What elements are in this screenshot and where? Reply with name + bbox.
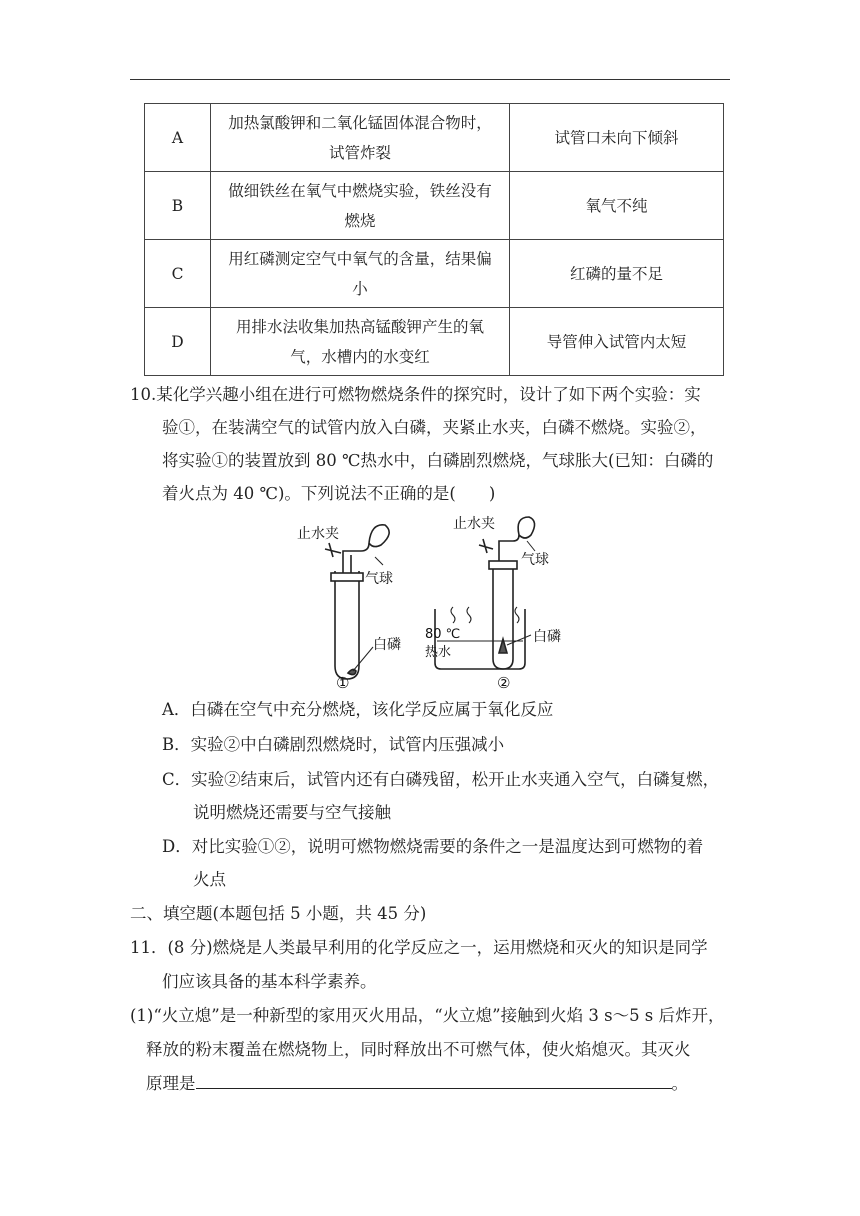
q11-sub1-answer-line (146, 1068, 688, 1100)
row-description (211, 308, 510, 376)
desc-line: 用排水法收集加热高锰酸钾产生的氧 (235, 317, 484, 336)
test-tube-1 (335, 571, 359, 679)
glass-tube-2 (499, 535, 519, 561)
row-description (211, 172, 510, 240)
q11-sub1-line: 释放的粉末覆盖在燃烧物上，同时释放出不可燃气体，使火焰熄灭。其灭火 (146, 1040, 691, 1059)
balloon-2 (518, 517, 534, 538)
section-heading: 二、填空题(本题包括 5 小题，共 45 分) (130, 904, 427, 923)
clip-label-2: 止水夹 (453, 516, 495, 532)
row-reason: 试管口未向下倾斜 (510, 104, 724, 172)
figure-label-1: ① (336, 674, 350, 692)
balloon-label-1: 气球 (365, 571, 393, 587)
q11-line: 们应该具备的基本科学素养。 (162, 972, 377, 991)
table-row (145, 308, 724, 376)
option-a: A．白磷在空气中充分燃烧，该化学反应属于氧化反应 (162, 700, 554, 719)
option-d-cont: 火点 (193, 870, 226, 889)
desc-line: 小 (352, 279, 368, 298)
desc-line: 燃烧 (344, 211, 376, 230)
row-reason: 红磷的量不足 (510, 240, 724, 308)
figure-label-2: ② (497, 674, 511, 692)
row-letter: D (145, 308, 211, 376)
stopper-1 (331, 573, 363, 581)
table-row (145, 172, 724, 240)
end-mark: 。 (671, 1074, 688, 1093)
row-description (211, 104, 510, 172)
balloon-1 (369, 525, 389, 547)
water-temp-label: 80 ℃ (425, 627, 461, 642)
row-letter: C (145, 240, 211, 308)
q11-sub1-prompt: 原理是 (146, 1074, 196, 1093)
table-row (145, 104, 724, 172)
desc-line: 用红磷测定空气中氧气的含量，结果偏 (228, 249, 492, 268)
row-reason: 氧气不纯 (510, 172, 724, 240)
desc-line: 试管炸裂 (328, 143, 391, 162)
balloon-leader-1 (375, 557, 383, 565)
steam-lines (451, 607, 519, 623)
row-letter: B (145, 172, 211, 240)
desc-line: 加热氯酸钾和二氧化锰固体混合物时， (228, 113, 492, 132)
option-c-cont: 说明燃烧还需要与空气接触 (193, 803, 391, 822)
glass-tube-1 (343, 543, 369, 573)
row-description (211, 240, 510, 308)
clip-2 (479, 539, 493, 553)
q10-line: 10.某化学兴趣小组在进行可燃物燃烧条件的探究时，设计了如下两个实验：实 (130, 385, 701, 404)
q10-line: 将实验①的装置放到 80 ℃热水中，白磷剧烈燃烧，气球胀大(已知：白磷的 (162, 451, 714, 470)
hot-water-label: 热水 (425, 645, 452, 660)
clip-1 (325, 543, 341, 557)
option-d: D．对比实验①②，说明可燃物燃烧需要的条件之一是温度达到可燃物的着 (162, 837, 704, 856)
header-rule (130, 79, 730, 80)
stopper-2 (489, 561, 517, 569)
phosphorus-label-1: 白磷 (373, 637, 401, 653)
q10-line: 验①，在装满空气的试管内放入白磷，夹紧止水夹，白磷不燃烧。实验②， (162, 418, 707, 437)
q11-sub1-line: (1)“火立熄”是一种新型的家用灭火用品，“火立熄”接触到火焰 3 s～5 s 后炸开， (130, 1006, 725, 1025)
clip-label-1: 止水夹 (297, 526, 339, 542)
table-row (145, 240, 724, 308)
apparatus-1 (325, 525, 389, 679)
phosphorus-leader-2 (507, 635, 531, 645)
row-letter: A (145, 104, 211, 172)
phosphorus-label-2: 白磷 (533, 629, 561, 645)
row-reason: 导管伸入试管内太短 (510, 308, 724, 376)
option-c: C．实验②结束后，试管内还有白磷残留，松开止水夹通入空气，白磷复燃， (162, 770, 720, 789)
answer-blank[interactable] (196, 1068, 672, 1089)
balloon-leader-2 (527, 541, 535, 551)
phosphorus-leader-1 (353, 647, 373, 671)
options-table (144, 103, 724, 376)
desc-line: 做细铁丝在氧气中燃烧实验，铁丝没有 (228, 181, 492, 200)
desc-line: 气，水槽内的水变红 (290, 347, 430, 366)
q10-line: 着火点为 40 ℃)。下列说法不正确的是( ) (162, 484, 496, 503)
balloon-label-2: 气球 (521, 552, 549, 568)
q11-line: 11．(8 分)燃烧是人类最早利用的化学反应之一，运用燃烧和灭火的知识是同学 (130, 938, 708, 957)
experiment-figure (285, 511, 585, 693)
option-b: B．实验②中白磷剧烈燃烧时，试管内压强减小 (162, 735, 505, 754)
